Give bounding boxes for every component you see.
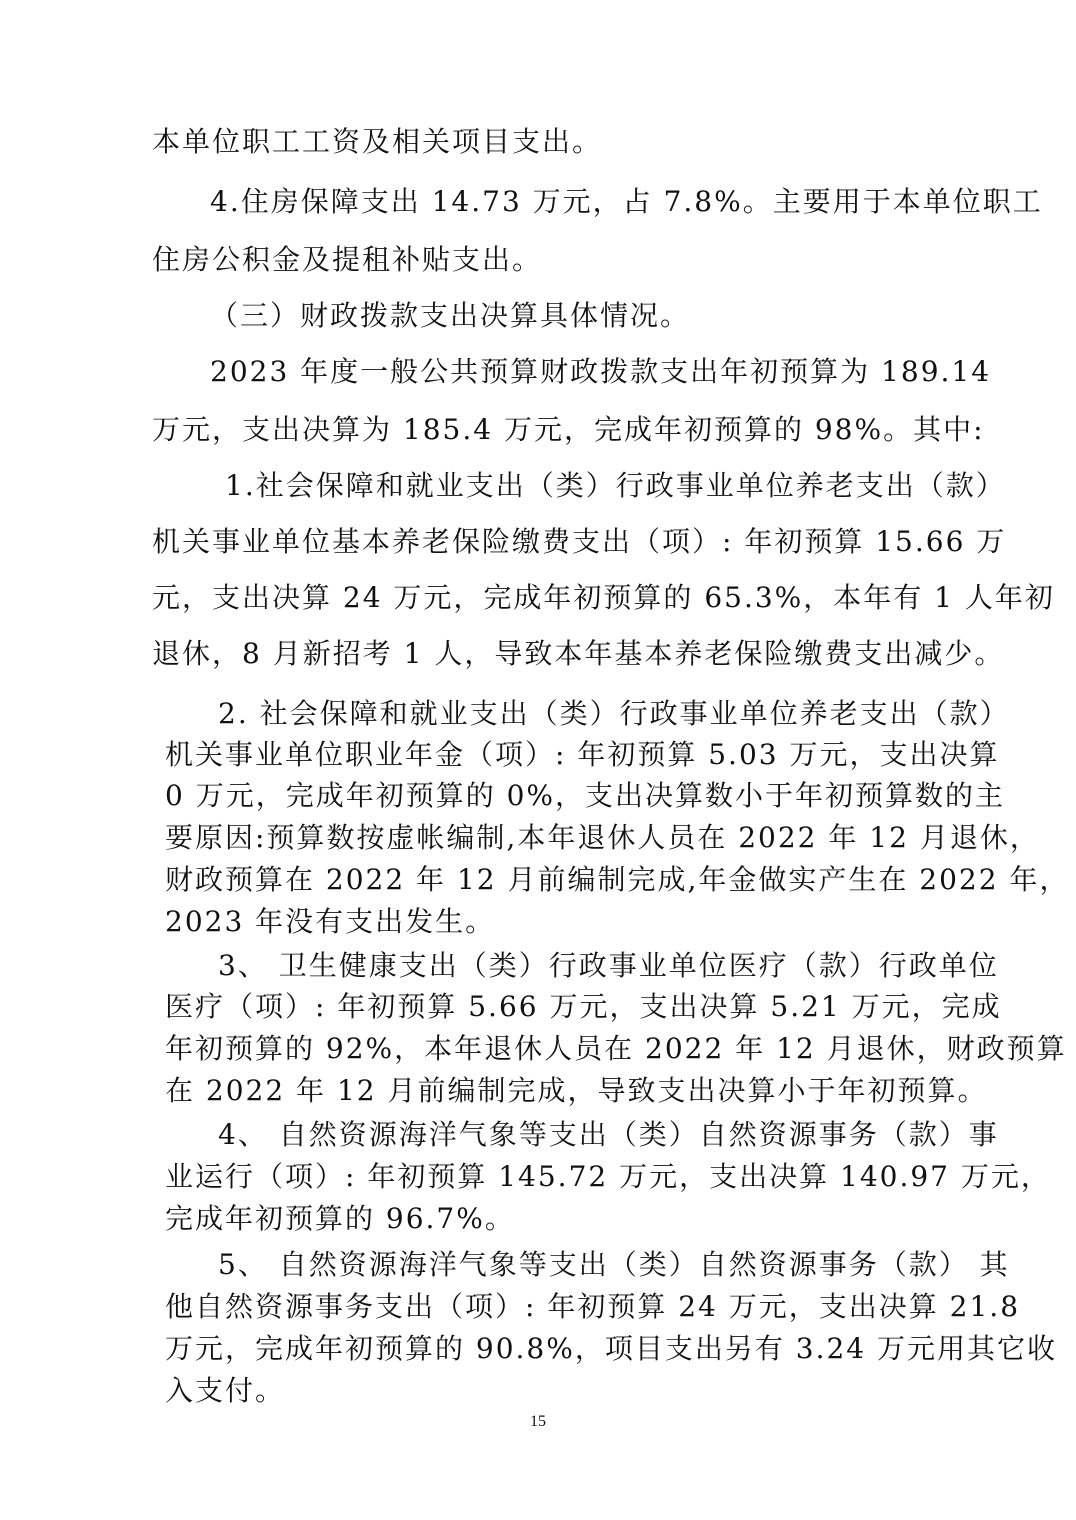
body-line-11: 2. 社会保障和就业支出（类）行政事业单位养老支出（款） — [218, 697, 1010, 730]
body-line-19: 年初预算的 92%，本年退休人员在 2022 年 12 月退休，财政预算 — [165, 1032, 1067, 1065]
body-line-5: 2023 年度一般公共预算财政拨款支出年初预算为 189.14 — [210, 355, 992, 388]
body-line-26: 万元，完成年初预算的 90.8%，项目支出另有 3.24 万元用其它收 — [165, 1332, 1057, 1365]
body-line-20: 在 2022 年 12 月前编制完成，导致支出决算小于年初预算。 — [165, 1074, 988, 1107]
body-line-27: 入支付。 — [165, 1374, 286, 1407]
body-line-21: 4、 自然资源海洋气象等支出（类）自然资源事务（款）事 — [218, 1118, 999, 1151]
body-line-25: 他自然资源事务支出（项）: 年初预算 24 万元，支出决算 21.8 — [165, 1290, 1021, 1323]
body-line-24: 5、 自然资源海洋气象等支出（类）自然资源事务（款） 其 — [218, 1248, 1010, 1281]
body-line-10: 退休，8 月新招考 1 人，导致本年基本养老保险缴费支出减少。 — [152, 637, 1005, 670]
body-line-17: 3、 卫生健康支出（类）行政事业单位医疗（款）行政单位 — [218, 949, 999, 982]
body-line-6: 万元，支出决算为 185.4 万元，完成年初预算的 98%。其中: — [152, 413, 985, 446]
body-line-7: 1.社会保障和就业支出（类）行政事业单位养老支出（款） — [225, 469, 1006, 502]
body-line-13: 0 万元，完成年初预算的 0%，支出决算数小于年初预算数的主 — [165, 779, 1006, 812]
body-line-12: 机关事业单位职业年金（项）: 年初预算 5.03 万元，支出决算 — [165, 738, 1000, 771]
body-line-2: 4.住房保障支出 14.73 万元，占 7.8%。主要用于本单位职工 — [210, 185, 1043, 218]
section-heading: （三）财政拨款支出决算具体情况。 — [210, 299, 691, 332]
body-line-18: 医疗（项）: 年初预算 5.66 万元，支出决算 5.21 万元，完成 — [165, 990, 1002, 1023]
body-line-15: 财政预算在 2022 年 12 月前编制完成,年金做实产生在 2022 年， — [165, 863, 1070, 896]
body-line-3: 住房公积金及提租补贴支出。 — [152, 243, 543, 276]
page-number: 15 — [530, 1413, 546, 1430]
body-line-9: 元，支出决算 24 万元，完成年初预算的 65.3%，本年有 1 人年初 — [152, 581, 1055, 614]
body-line-8: 机关事业单位基本养老保险缴费支出（项）: 年初预算 15.66 万 — [152, 525, 1007, 558]
body-line-16: 2023 年没有支出发生。 — [165, 905, 496, 938]
body-line-22: 业运行（项）: 年初预算 145.72 万元，支出决算 140.97 万元， — [165, 1160, 1051, 1193]
body-line-14: 要原因:预算数按虚帐编制,本年退休人员在 2022 年 12 月退休， — [165, 821, 1040, 854]
body-line-1: 本单位职工工资及相关项目支出。 — [152, 125, 603, 158]
body-line-23: 完成年初预算的 96.7%。 — [165, 1202, 515, 1235]
